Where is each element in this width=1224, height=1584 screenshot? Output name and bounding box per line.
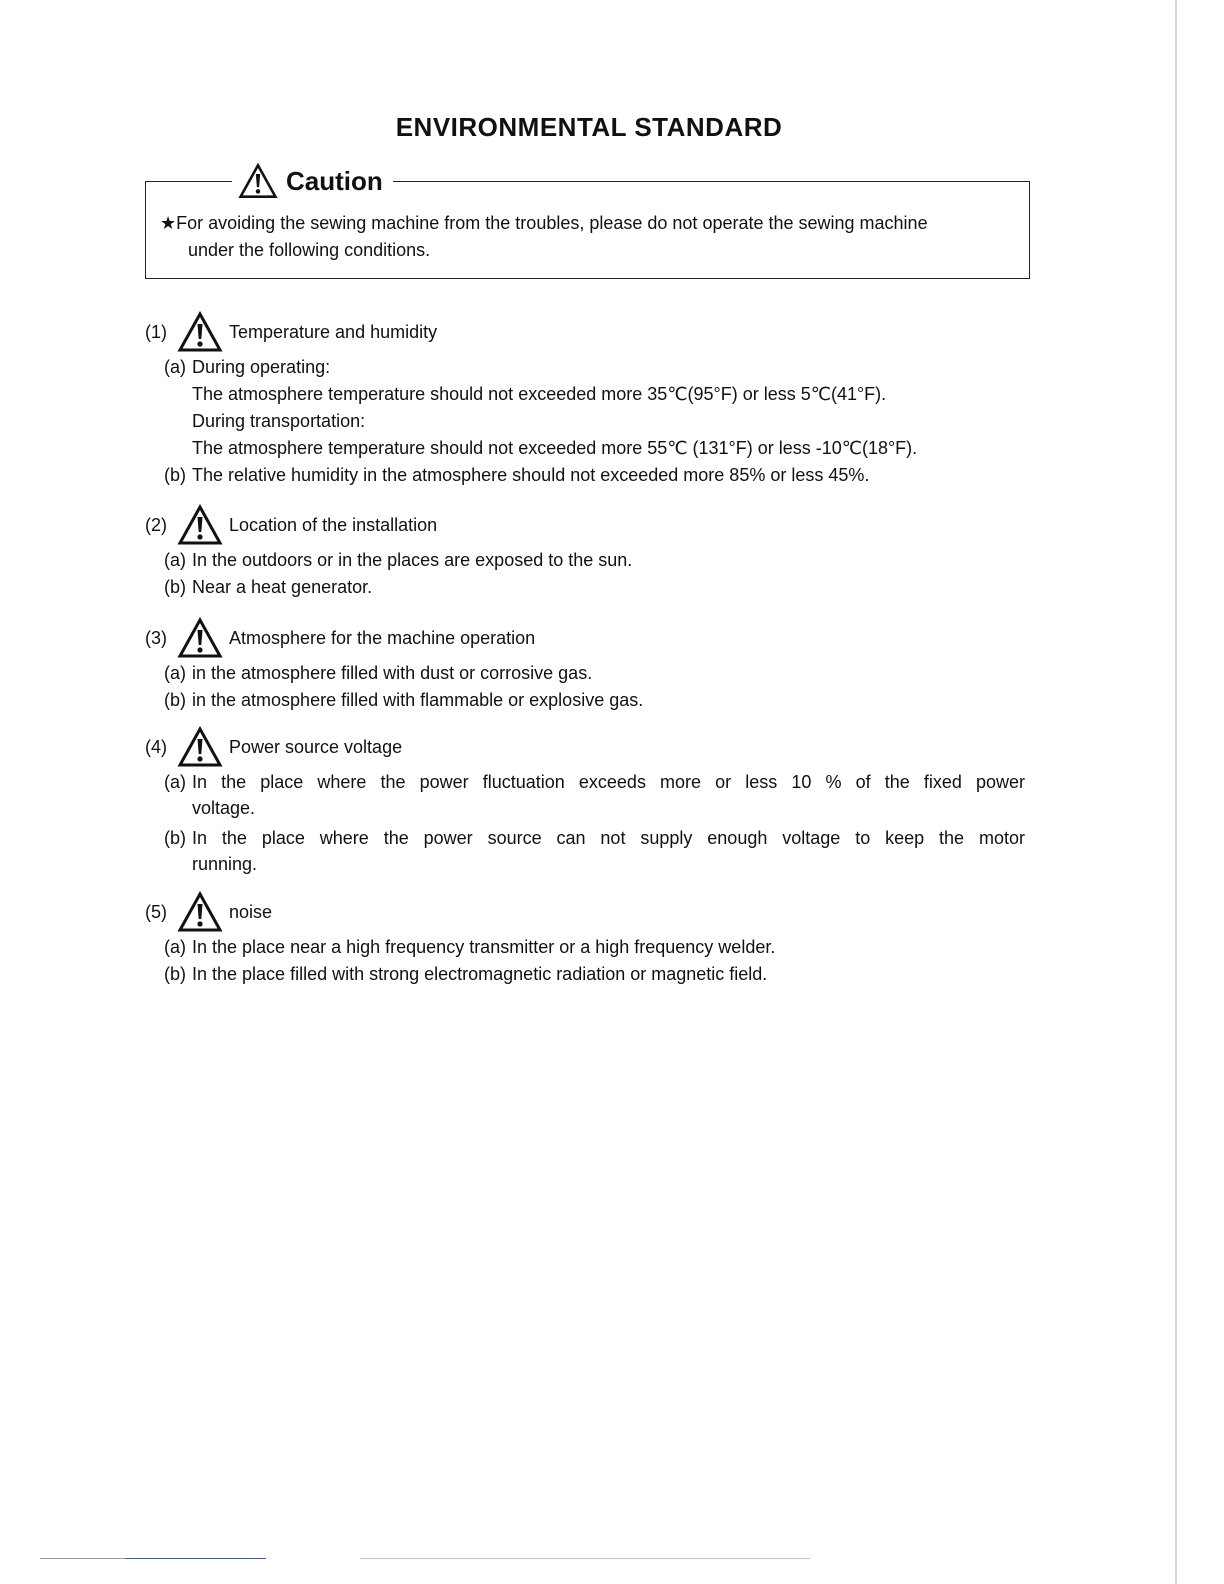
footer-rule-blue [125,1558,266,1559]
item-text-line: In the place where the power fluctuation exceeds more or less 10 % of the fixed power [192,772,1025,792]
section-power-voltage [145,725,1025,877]
section-title: Atmosphere for the machine operation [229,627,536,648]
warning-triangle-icon [177,617,223,659]
item-text: Near a heat generator. [192,577,373,597]
list-item [145,769,1025,821]
caution-line-1: For avoiding the sewing machine from the troubles, please do not operate the sewing machine [176,213,928,233]
list-item [145,574,1025,601]
warning-triangle-icon [177,311,223,353]
warning-triangle-icon [177,891,223,933]
caution-text [160,210,1020,264]
warning-triangle-icon [177,504,223,546]
item-text: During operating: [192,357,331,377]
section-heading [145,503,1025,547]
item-text [192,825,1025,877]
item-label: (b) [164,964,186,984]
section-heading [145,890,1025,934]
item-subtext: During transportation: [192,411,366,431]
item-text: in the atmosphere filled with flammable or explosive gas. [192,690,644,710]
section-number: (3) [145,627,167,648]
section-title: Temperature and humidity [229,321,438,342]
section-heading [145,725,1025,769]
page-title: ENVIRONMENTAL STANDARD [395,112,783,142]
section-temperature-humidity [145,310,1025,489]
item-label: (a) [164,772,186,792]
caution-line-2: under the following conditions. [188,240,431,260]
section-title: noise [229,901,273,922]
item-text: In the place near a high frequency transmitter or a high frequency welder. [192,937,776,957]
list-item [145,687,1025,714]
list-item [145,547,1025,574]
star-icon: ★ [160,213,177,233]
list-item [145,961,1025,988]
item-label: (b) [164,577,186,597]
list-item [145,825,1025,877]
section-noise [145,890,1025,988]
item-subtext: The atmosphere temperature should not exceeded more 35℃(95°F) or less 5℃(41°F). [192,384,887,404]
footer-rule [40,1558,125,1559]
item-label: (a) [164,663,186,683]
section-number: (2) [145,514,167,535]
item-label: (b) [164,465,186,485]
section-heading [145,616,1025,660]
section-number: (4) [145,736,167,757]
footer-dotted-rule [360,1558,810,1559]
warning-triangle-icon [177,726,223,768]
section-number: (5) [145,901,167,922]
item-label: (b) [164,690,186,710]
item-text: The relative humidity in the atmosphere should not exceeded more 85% or less 45%. [192,465,870,485]
item-text: in the atmosphere filled with dust or corrosive gas. [192,663,593,683]
item-subtext: The atmosphere temperature should not exceeded more 55℃ (131°F) or less -10℃(18°F). [192,438,918,458]
section-atmosphere [145,616,1025,714]
item-text: In the outdoors or in the places are exposed to the sun. [192,550,633,570]
list-item [145,462,1025,489]
caution-label: Caution [286,165,383,196]
item-text [192,769,1025,821]
section-number: (1) [145,321,167,342]
section-heading [145,310,1025,354]
list-item [145,354,1025,381]
item-label: (b) [164,828,186,848]
list-item [145,934,1025,961]
caution-heading [232,159,393,203]
list-item [145,660,1025,687]
item-label: (a) [164,937,186,957]
section-location [145,503,1025,601]
item-text-line: running. [192,854,258,874]
page-edge-shadow [1175,0,1177,1584]
item-text-line: voltage. [192,798,256,818]
item-text-line: In the place where the power source can not supply enough voltage to keep the motor [192,828,1025,848]
item-text: In the place filled with strong electromagnetic radiation or magnetic field. [192,964,768,984]
section-title: Power source voltage [229,736,403,757]
item-label: (a) [164,550,186,570]
item-label: (a) [164,357,186,377]
section-title: Location of the installation [229,514,438,535]
warning-triangle-icon [238,162,278,200]
